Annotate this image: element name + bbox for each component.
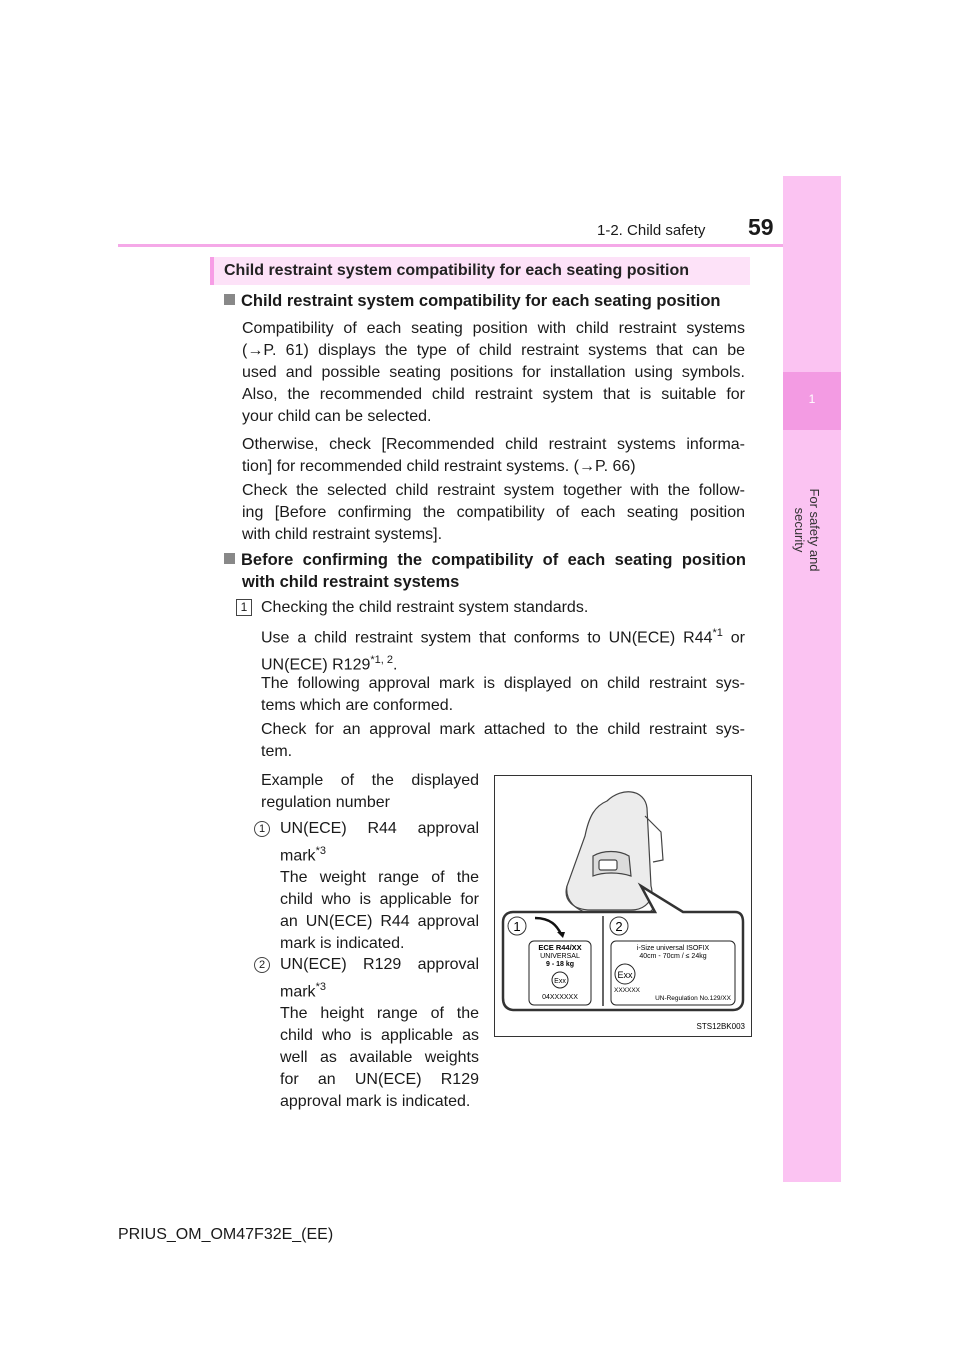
step-number-box: 1 <box>236 599 252 616</box>
label1-code: 04XXXXXX <box>542 994 578 1001</box>
follow-paragraph: The following approval mark is displayed on child restraint sys- tems which are conformed. <box>261 675 745 714</box>
chapter-label: For safety and security <box>792 488 822 572</box>
item1-text: UN(ECE) R44 approval mark$^{*3}$ The weight range of the child who is applicable for an UN(ECE) R44 approval mark is indicated. <box>280 820 479 953</box>
square-bullet-icon <box>224 294 235 305</box>
label1-line3: 9 - 18 kg <box>545 961 575 968</box>
item2-number-icon: 2 <box>254 957 270 973</box>
step-text: Checking the child restraint system standards. <box>261 599 589 616</box>
section1-paragraph3: Check the selected child restraint system together with the follow- ing [Before confirming the compatibility of each seating position with child restraint systems]. <box>242 482 745 543</box>
label2-line1: i-Size universal ISOFIX <box>636 945 710 952</box>
section1-paragraph2: Otherwise, check [Recommended child restraint systems informa- tion] for recommended child restraint systems. (→P. 66) <box>242 436 745 475</box>
square-bullet-icon <box>224 553 235 564</box>
figure-code: STS12BK003 <box>696 1022 745 1031</box>
label2-regulation: UN-Regulation No.129/XX <box>655 995 731 1002</box>
chapter-number: 1 <box>808 392 816 406</box>
figure-callout-1: 1 <box>513 919 521 934</box>
standard-paragraph: Use a child restraint system that conforms to UN(ECE) R44$^{*1}$ or UN(ECE) R129$^{*1, 2}$. <box>261 627 746 674</box>
header-rule <box>118 244 784 247</box>
label1-e-mark: Exx <box>554 978 566 985</box>
section1-title: Child restraint system compatibility for each seating position <box>224 290 748 312</box>
section-title: 1-2. Child safety <box>597 222 706 239</box>
footer-doc-id: PRIUS_OM_OM47F32E_(EE) <box>118 1226 334 1243</box>
figure-callout-2: 2 <box>615 919 623 934</box>
section2-title: Before confirming the compatibility of each seating position with child restraint systems <box>224 549 746 593</box>
approval-mark-figure <box>494 775 752 1037</box>
section1-paragraph1: Compatibility of each seating position with child restraint systems (→P. 61) displays the type of child restraint systems that can be used and possible seating positions for installation using symbols. Also, the recommended child restraint system that is suitable for your child can be selected. <box>242 320 745 425</box>
label2-code: XXXXXX <box>613 987 641 994</box>
heading-bar-text: Child restraint system compatibility for each seating position <box>224 262 689 279</box>
child-seat-illustration <box>495 776 751 1036</box>
example-text: Example of the displayed regulation number <box>261 772 479 811</box>
page-number: 59 <box>748 214 774 240</box>
label2-e-mark: Exx <box>617 970 633 980</box>
check-paragraph: Check for an approval mark attached to the child restraint sys- tem. <box>261 721 745 760</box>
item1-number-icon: 1 <box>254 821 270 837</box>
chapter-side-tab <box>783 176 841 1182</box>
item2-text: UN(ECE) R129 approval mark$^{*3}$ The height range of the child who is applicable as well as available weights for an UN(ECE) R129 approval mark is indicated. <box>280 956 479 1111</box>
label1-line2: UNIVERSAL <box>540 953 580 960</box>
label2-line2: 40cm - 70cm / ≤ 24kg <box>639 953 707 960</box>
label1-line1: ECE R44/XX <box>538 943 582 952</box>
